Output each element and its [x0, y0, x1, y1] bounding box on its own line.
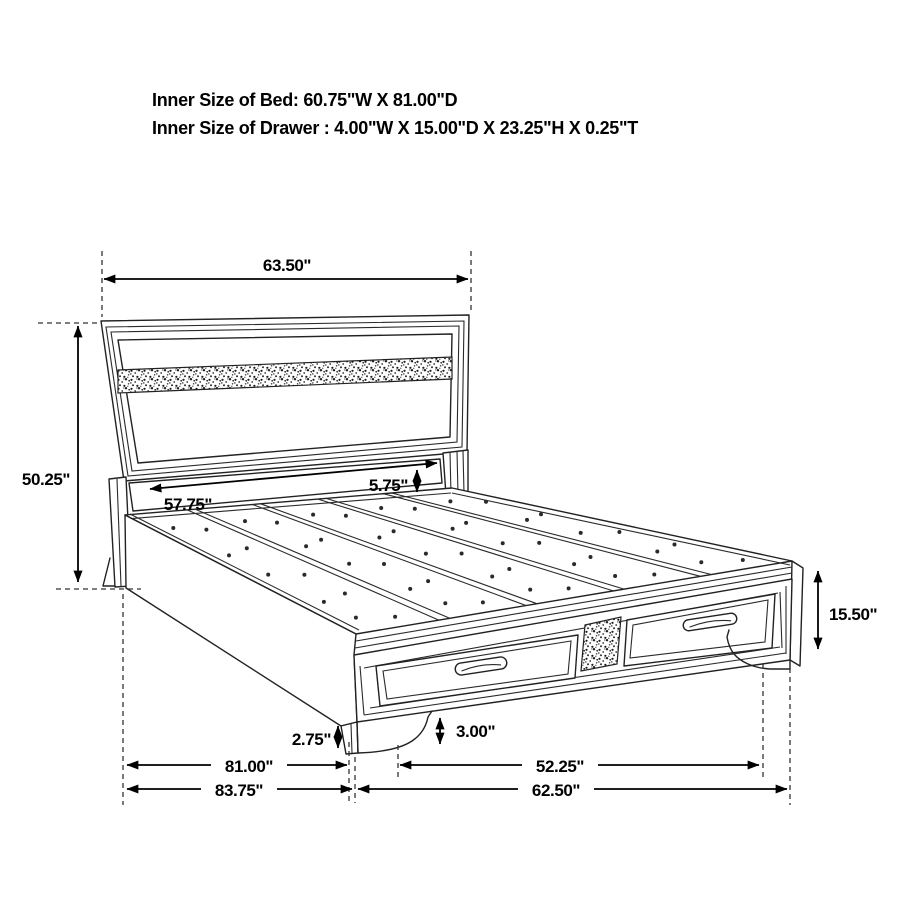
footboard-right-cap: [790, 561, 803, 666]
dim-footboard-width: [358, 779, 787, 800]
inner-size-bed-text: Inner Size of Bed: 60.75"W X 81.00"D: [152, 90, 458, 110]
footboard-sparkle-strip: [581, 617, 621, 671]
dim-footboard-floor-gap-label: 3.00": [456, 722, 496, 741]
dim-drawer-section-width: [400, 755, 759, 776]
dim-side-rail-floor-gap-label: 2.75": [291, 730, 331, 749]
dim-outer-length-label: 83.75": [214, 781, 264, 800]
dim-footboard-height-label: 15.50": [829, 605, 878, 624]
dim-headboard-width: [104, 256, 468, 279]
dim-headboard-width-label: 63.50": [262, 256, 312, 275]
dim-footboard-height: [818, 571, 877, 649]
dim-headboard-rail-width-label: 57.75": [163, 495, 213, 514]
dim-footboard-width-label: 62.50": [531, 781, 581, 800]
dim-footboard-floor-gap: [440, 718, 495, 744]
dim-headboard-height-label: 50.25": [21, 470, 71, 489]
dim-inner-length-label: 81.00": [224, 757, 274, 776]
bed-artwork: [101, 315, 803, 754]
dim-inner-length: [127, 755, 347, 776]
left-foot-leg: [341, 722, 358, 754]
dim-outer-length: [127, 779, 352, 800]
dim-side-rail-floor-gap: [292, 726, 338, 749]
headboard: [101, 315, 469, 481]
dim-headboard-height: [22, 326, 78, 582]
inner-size-drawer-text: Inner Size of Drawer : 4.00"W X 15.00"D X 23.25"H X 0.25"T: [152, 118, 638, 138]
dim-headboard-rail-height-label: 5.75": [368, 476, 408, 495]
dim-drawer-section-width-label: 52.25": [535, 757, 585, 776]
